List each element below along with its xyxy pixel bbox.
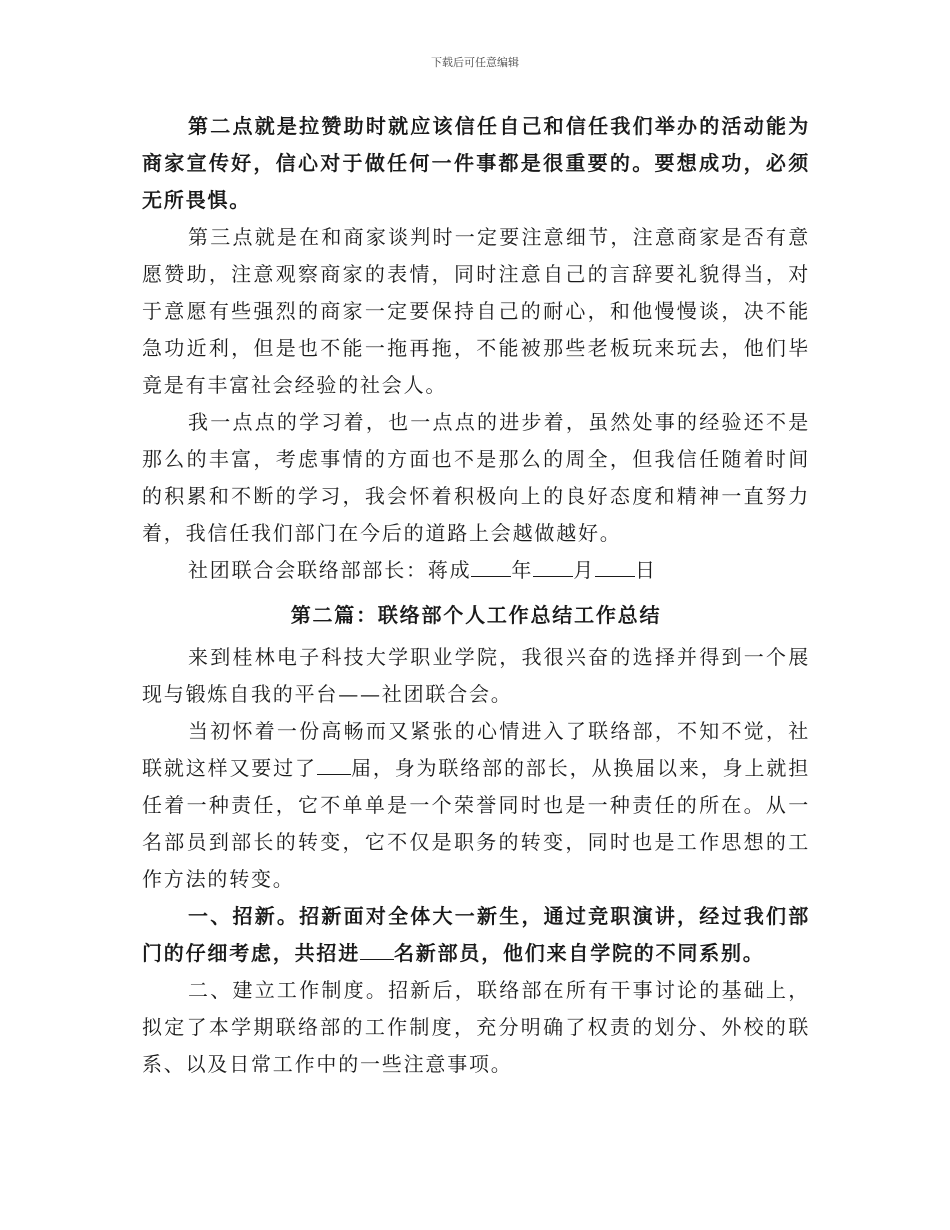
- paragraph-point-three: 第三点就是在和商家谈判时一定要注意细节，注意商家是否有意愿赞助，注意观察商家的表情，同时注意自己的言辞要礼貌得当，对于意愿有些强烈的商家一定要保持自己的耐心，和他慢慢谈，决不能急功近利，但是也不能一拖再拖，不能被那些老板玩来玩去，他们毕竟是有丰富社会经验的社会人。: [142, 225, 810, 397]
- paragraph-responsibility: [142, 713, 810, 898]
- paragraph-intro: 来到桂林电子科技大学职业学院，我很兴奋的选择并得到一个展现与锻炼自我的平台——社团联合会。: [142, 645, 810, 706]
- blank-month: [533, 554, 573, 577]
- signature-month: 月: [573, 558, 596, 582]
- paragraph-responsibility-part2: 届，身为联络部的部长，从换届以来，身上就担任着一种责任，它不单单是一个荣誉同时也是一种责任的所在。从一名部员到部长的转变，它不仅是职务的转变，同时也是工作思想的工作方法的转变。: [142, 756, 810, 891]
- paragraph-recruitment-part2: 名新部员，他们来自学院的不同系别。: [394, 941, 765, 965]
- paragraph-work-system: 二、建立工作制度。招新后，联络部在所有干事讨论的基础上，拟定了本学期联络部的工作制度，充分明确了权责的划分、外校的联系、以及日常工作中的一些注意事项。: [142, 978, 810, 1076]
- paragraph-recruitment: [142, 898, 810, 972]
- section-title: 第二篇：联络部个人工作总结工作总结: [290, 603, 662, 627]
- page-header: 下载后可任意编辑: [431, 56, 519, 69]
- document-body: [142, 108, 810, 1083]
- signature-line: [142, 552, 810, 589]
- signature-prefix: 社团联合会联络部部长：蒋成: [188, 558, 472, 582]
- signature-year: 年: [511, 558, 534, 582]
- blank-term: [317, 752, 351, 775]
- paragraph-point-two: 第二点就是拉赞助时就应该信任自己和信任我们举办的活动能为商家宣传好，信心对于做任何一件事都是很重要的。要想成功，必须无所畏惧。: [142, 114, 810, 212]
- paragraph-reflection: 我一点点的学习着，也一点点的进步着，虽然处事的经验还不是那么的丰富，考虑事情的方面也不是那么的周全，但我信任随着时间的积累和不断的学习，我会怀着积极向上的良好态度和精神一直努力着，我信任我们部门在今后的道路上会越做越好。: [142, 410, 810, 545]
- blank-member-count: [360, 937, 394, 960]
- paragraph-recruitment-part1: 一、招新。招新面对全体大一新生，通过竞职演讲，经过我们部门的仔细考虑，共招进: [142, 904, 810, 965]
- blank-year: [471, 554, 511, 577]
- paragraph-responsibility-part1: 当初怀着一份高畅而又紧张的心情进入了联络部，不知不觉，社联就这样又要过了: [142, 719, 810, 780]
- blank-day: [595, 554, 635, 577]
- signature-day: 日: [635, 558, 657, 582]
